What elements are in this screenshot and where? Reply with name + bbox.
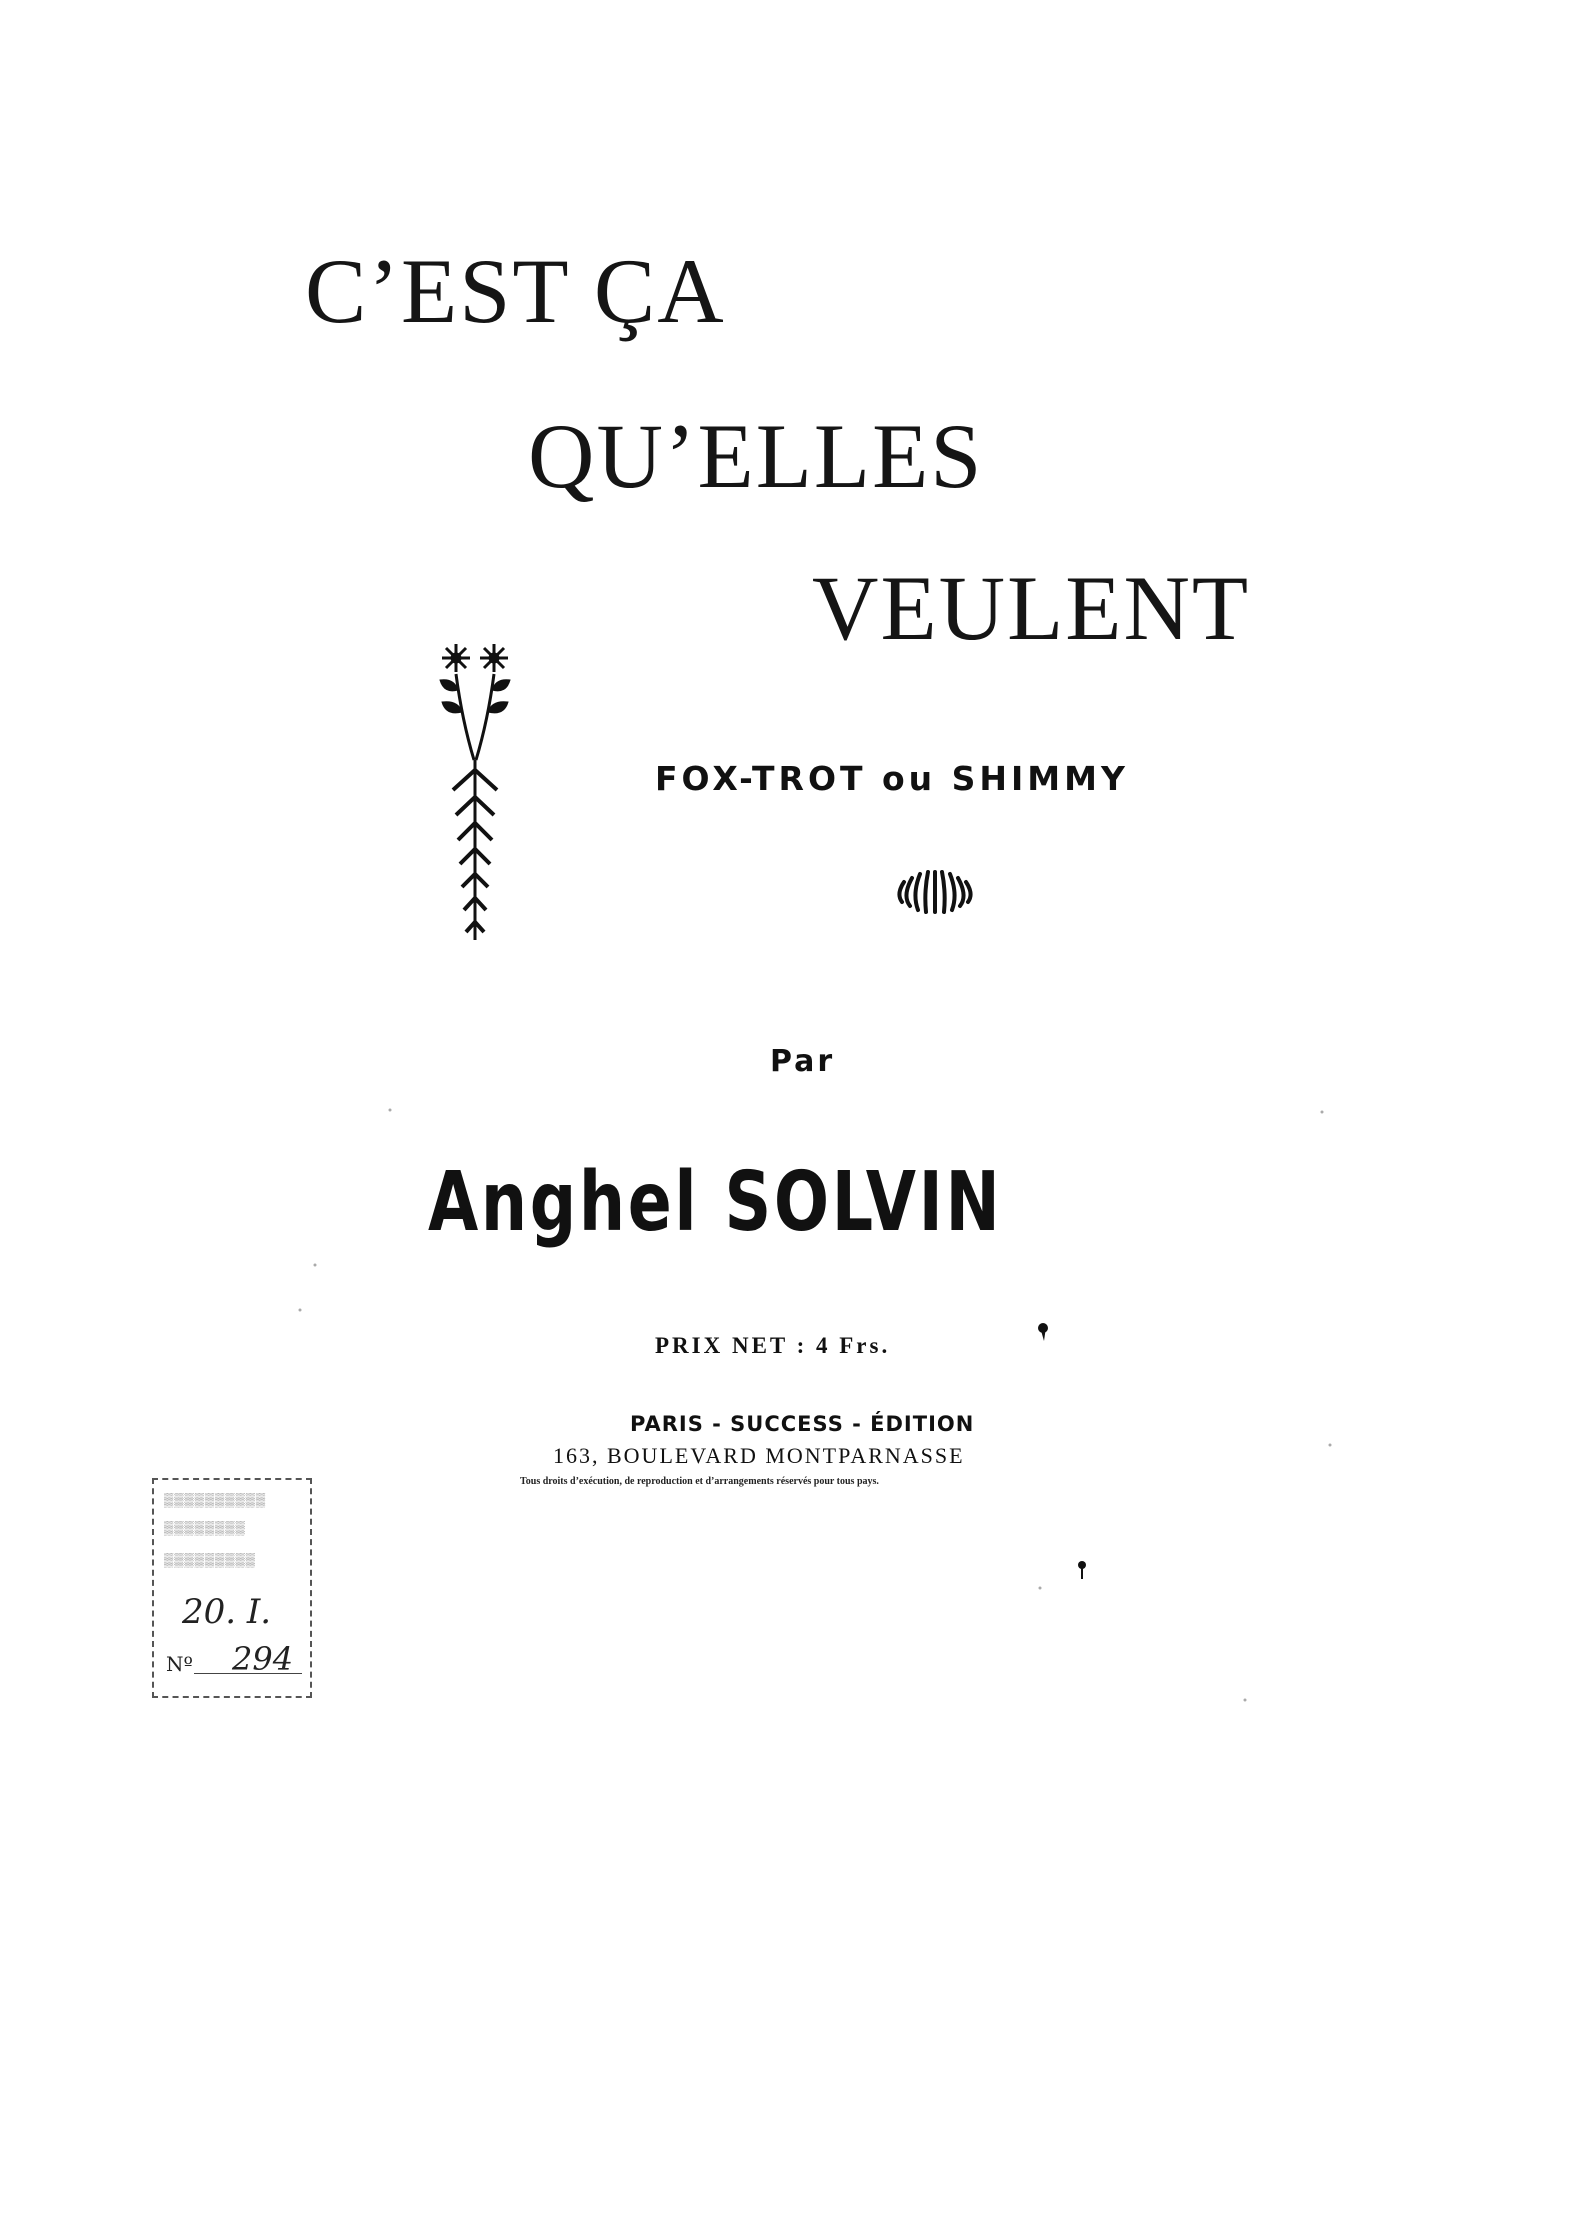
stamp-number-label: Nº (166, 1652, 193, 1676)
by-label: Par (770, 1044, 836, 1079)
price-line: PRIX NET : 4 Frs. (655, 1333, 891, 1358)
title-line-1: C’EST ÇA (305, 240, 726, 342)
library-stamp (152, 1478, 312, 1698)
stamp-handwritten-number: 294 (232, 1640, 294, 1678)
rights-notice: Tous droits d’exécution, de reproduction et d’arrangements réservés pour tous pays. (520, 1476, 879, 1487)
title-line-3: VEULENT (812, 557, 1251, 659)
publisher-address: 163, BOULEVARD MONTPARNASSE (553, 1443, 965, 1468)
stamp-line: ▒▒▒▒▒▒▒▒▒ (164, 1552, 256, 1567)
composer-name: Anghel SOLVIN (428, 1155, 1003, 1250)
publisher-name: PARIS - SUCCESS - ÉDITION (630, 1412, 975, 1436)
stamp-line: ▒▒▒▒▒▒▒▒ (164, 1520, 246, 1535)
flower-head-left (442, 644, 470, 672)
title-line-2: QU’ELLES (528, 405, 984, 507)
stamp-line: ▒▒▒▒▒▒▒▒▒▒ (164, 1492, 267, 1507)
flower-head-right (480, 644, 508, 672)
stamp-handwritten-date: 20. I. (182, 1592, 272, 1632)
genre-subtitle: FOX-TROT ou SHIMMY (655, 759, 1129, 798)
